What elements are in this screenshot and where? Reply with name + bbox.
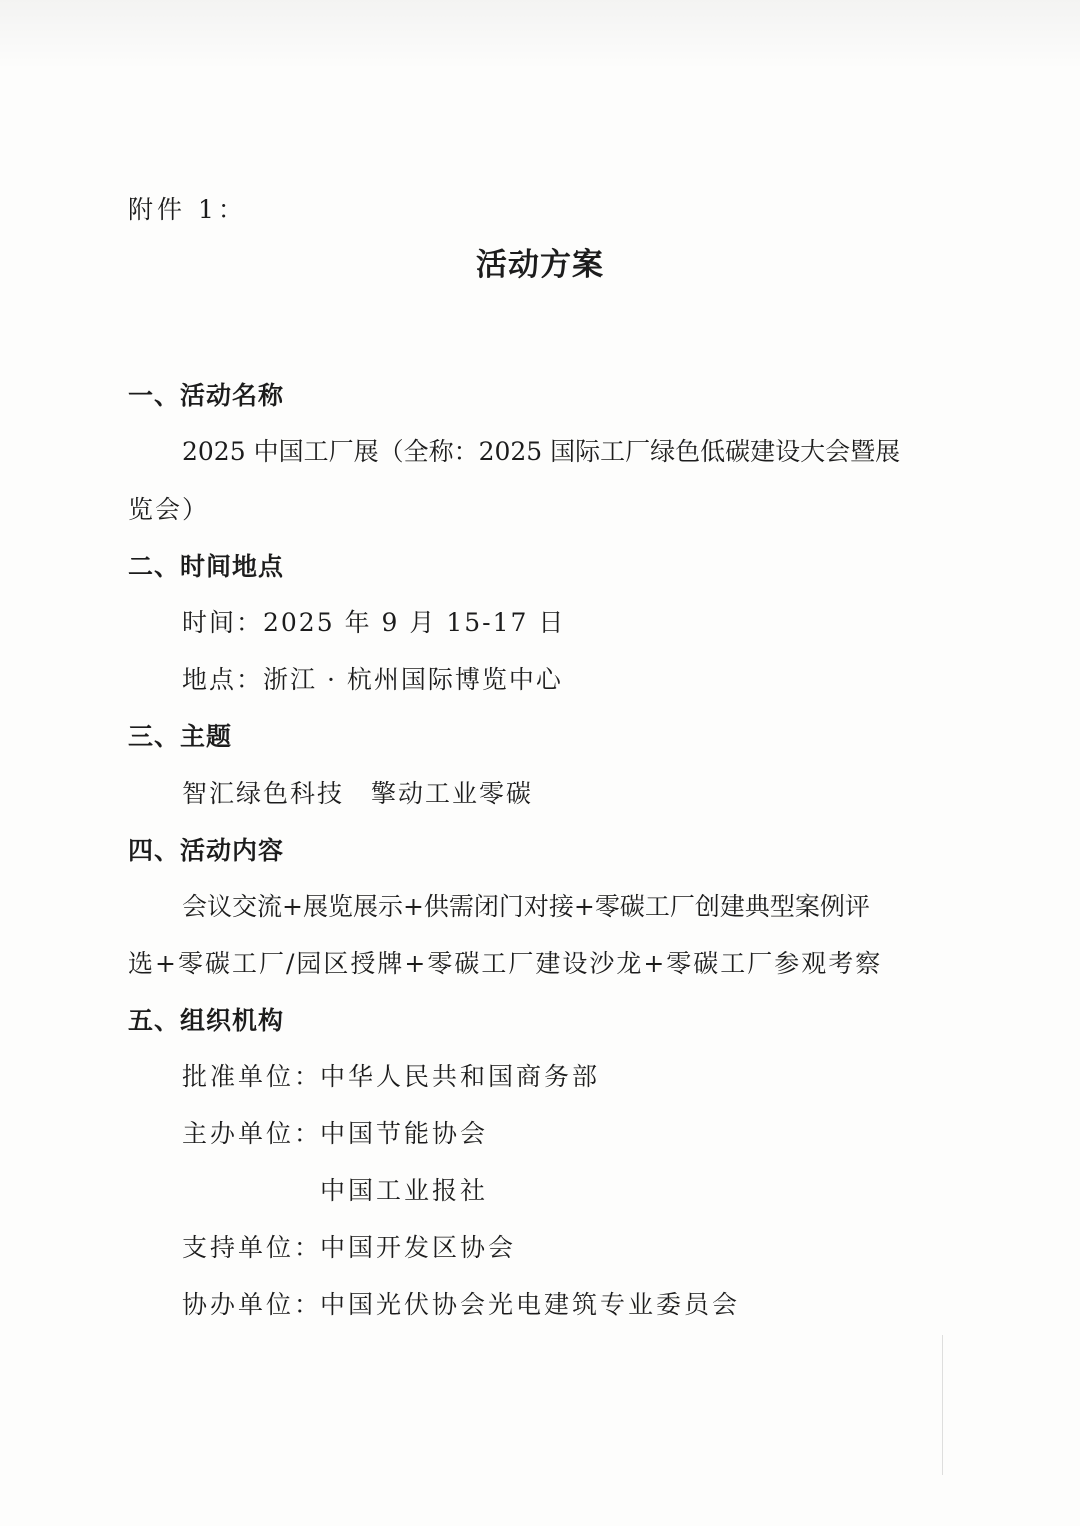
content-line-1: [182, 890, 914, 924]
support-unit: 中国开发区协会: [320, 1233, 517, 1262]
scan-shadow: [0, 0, 1080, 70]
co-organizer-unit: 中国光伏协会光电建筑专业委员会: [320, 1290, 741, 1319]
approval-unit: 中华人民共和国商务部: [320, 1062, 601, 1091]
section-heading-activity-name: 一、活动名称: [128, 381, 285, 410]
content-line-2: 选+零碳工厂/园区授牌+零碳工厂建设沙龙+零碳工厂参观考察: [128, 949, 883, 978]
event-time: 时间：2025 年 9 月 15-17 日: [182, 608, 566, 637]
section-heading-theme: 三、主题: [128, 722, 233, 751]
approval-label: 批准单位：: [182, 1062, 323, 1091]
section-heading-time-location: 二、时间地点: [128, 552, 285, 581]
attachment-label: 附件 1：: [128, 195, 247, 224]
support-label: 支持单位：: [182, 1233, 323, 1262]
host-unit-2: 中国工业报社: [320, 1176, 489, 1205]
activity-name-line-1-text: 2025 中国工厂展（全称：2025 国际工厂绿色低碳建设大会暨展: [182, 437, 901, 466]
co-organizer-label: 协办单位：: [182, 1290, 323, 1319]
section-heading-content: 四、活动内容: [128, 836, 285, 865]
activity-name-line-1: [182, 435, 914, 469]
event-location: 地点：浙江 · 杭州国际博览中心: [182, 665, 563, 694]
document-title: 活动方案: [476, 247, 604, 283]
host-unit-1: 中国节能协会: [320, 1119, 489, 1148]
scan-edge-line: [942, 1335, 943, 1475]
activity-name-line-2: 览会）: [128, 495, 210, 524]
host-label: 主办单位：: [182, 1119, 323, 1148]
content-line-1-text: 会议交流+展览展示+供需闭门对接+零碳工厂创建典型案例评: [182, 892, 870, 921]
section-heading-organization: 五、组织机构: [128, 1006, 285, 1035]
event-theme: 智汇绿色科技 擎动工业零碳: [182, 779, 534, 808]
